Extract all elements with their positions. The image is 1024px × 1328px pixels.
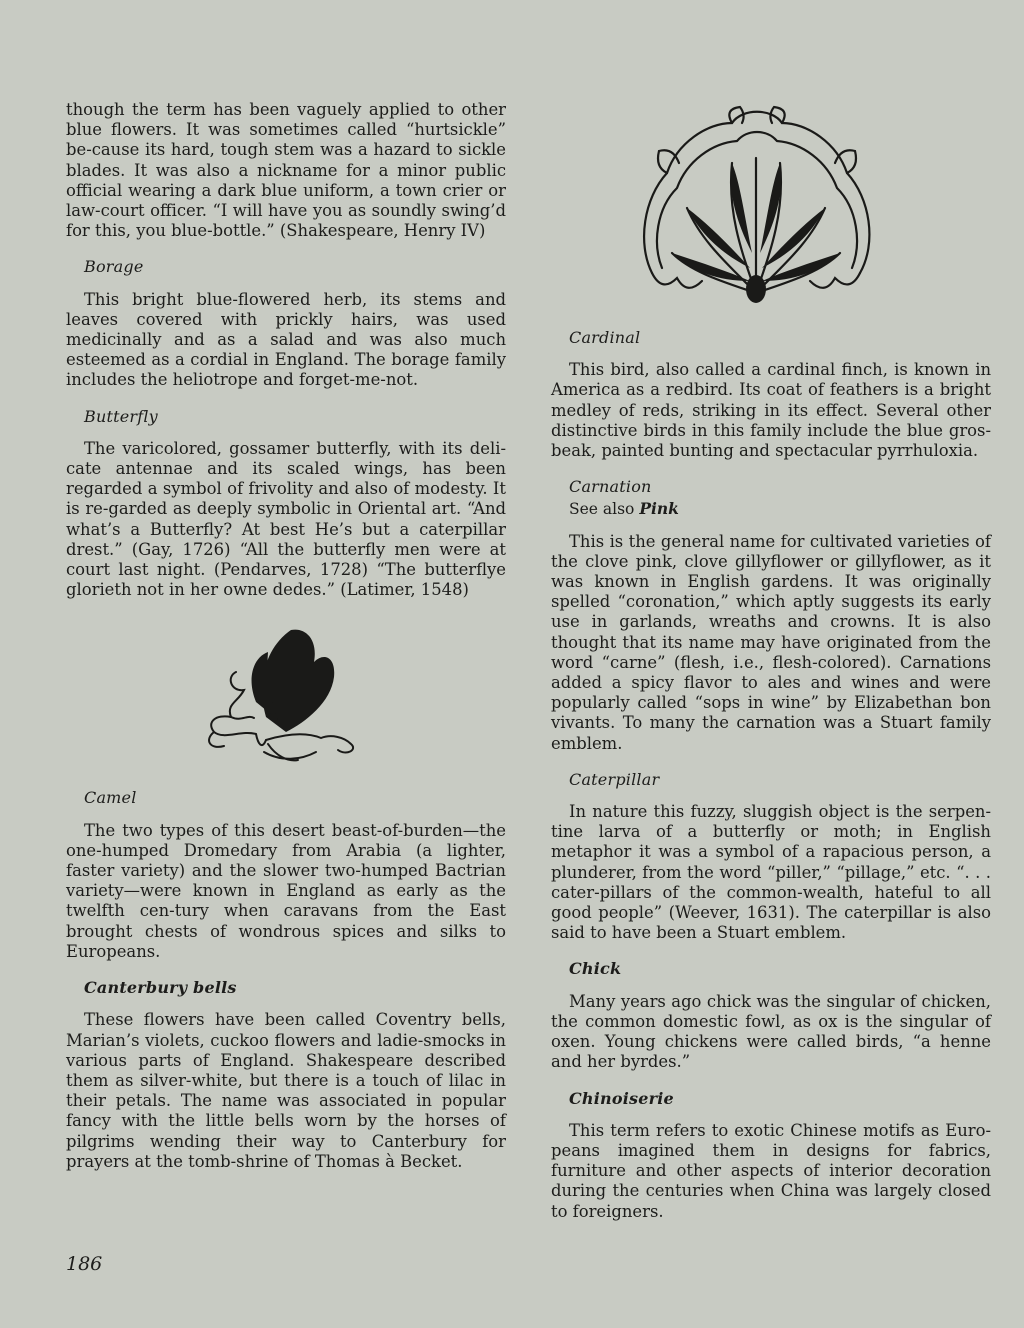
intro-paragraph: though the term has been vaguely applied to other blue flowers. It was sometimes called “hurtsickle” be-cause its hard, tough stem was a hazard to sickle blades. It was also a nickname for a minor public official wearing a dark blue uniform, a town crier or law-court officer. “I will have you as soundly swing’d for this, you blue-bottle.” (Shakespeare, Henry IV): [66, 100, 506, 241]
body-canterbury-bells: These flowers have been called Coventry bells, Marian’s violets, cuckoo flowers and ladie-smocks in various parts of England. Shakespeare described them as silver-white, but there is a touch of lilac in their petals. The name was associated in popular fancy with the little bells worn by the horses of pilgrims wending their way to Canterbury for prayers at the tomb-shrine of Thomas à Becket.: [66, 1010, 506, 1171]
heading-cardinal: Cardinal: [569, 328, 641, 347]
see-also-label: See also: [569, 500, 635, 519]
page-number: 186: [66, 1253, 103, 1275]
heading-butterfly: Butterfly: [84, 406, 158, 426]
butterfly-illustration: [196, 622, 376, 772]
heading-camel: Camel: [84, 788, 137, 808]
see-also-carnation: [569, 499, 991, 519]
body-caterpillar: In nature this fuzzy, sluggish object is the serpen-tine larva of a butterfly or moth; in English metaphor it was a symbol of a rapacious person, a plunderer, from the word “piller,” “pillage,” etc. “. . . cater-pillars of the common-wealth, hateful to all good people” (Weever, 1631). The caterpillar is also said to have been a Stuart emblem.: [551, 802, 991, 943]
body-butterfly: The varicolored, gossamer butterfly, with its deli-cate antennae and its scaled wings, has been regarded a symbol of frivolity and also of modesty. It is re-garded as deeply symbolic in Oriental art. “And what’s a Butterfly? At best He’s but a caterpillar drest.” (Gay, 1726) “All the butterfly men were at court last night. (Pendarves, 1728) “The butterflye glorieth not in her owne dedes.” (Latimer, 1548): [66, 438, 506, 600]
body-camel: The two types of this desert beast-of-burden—the one-humped Dromedary from Arabia (a lighter, faster variety) and the slower two-humped Bactrian variety—were known in England as early as the twelfth cen-tury when caravans from the East brought chests of wondrous spices and silks to Europeans.: [66, 820, 506, 961]
heading-chick: Chick: [569, 959, 622, 979]
right-column: [551, 100, 991, 1222]
heading-canterbury-bells: Canterbury bells: [84, 978, 237, 998]
left-column: [66, 100, 506, 1172]
see-also-ref: Pink: [639, 499, 679, 519]
heading-carnation: Carnation: [569, 477, 652, 497]
body-carnation: This is the general name for cultivated varieties of the clove pink, clove gillyflower or gillyflower, as it was known in English gardens. It was originally spelled “coronation,” which aptly suggests its early use in garlands, wreaths and crowns. It is also thought that its name may have originated from the word “carne” (flesh, i.e., flesh-colored). Carnations added a spicy flavor to ales and wines and were popularly called “sops in wine” by Elizabethan bon vivants. To many the carnation was a Stuart family emblem.: [551, 531, 991, 753]
heading-chinoiserie: Chinoiserie: [569, 1088, 674, 1108]
heading-borage: Borage: [84, 257, 144, 277]
body-cardinal: This bird, also called a cardinal finch, is known in America as a redbird. Its coat of feathers is a bright medley of reds, striking in its effect. Several other distinctive birds in this family include the blue gros-beak, painted bunting and spectacular pyrrhuloxia.: [551, 360, 991, 461]
heading-caterpillar: Caterpillar: [569, 769, 660, 789]
illustration-spacer: [551, 100, 991, 312]
body-chinoiserie: This term refers to exotic Chinese motifs as Euro-peans imagined them in designs for fabrics, furniture and other aspects of interior decoration during the centuries when China was largely closed to foreigners.: [551, 1120, 991, 1221]
body-borage: This bright blue-flowered herb, its stems and leaves covered with prickly hairs, was used medicinally and as a salad and was also much esteemed as a cordial in England. The borage family includes the heliotrope and forget-me-not.: [66, 289, 506, 390]
body-chick: Many years ago chick was the singular of chicken, the common domestic fowl, as ox is the singular of oxen. Young chickens were called birds, “a henne and her byrdes.”: [551, 991, 991, 1072]
